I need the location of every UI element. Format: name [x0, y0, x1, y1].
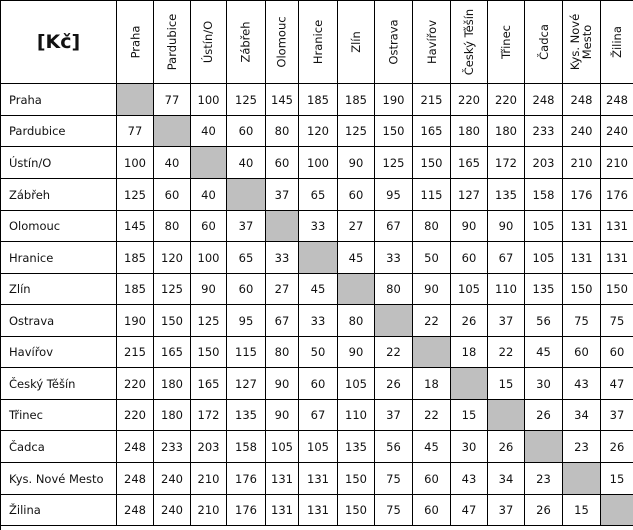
column-header [375, 1, 413, 84]
table-cell: 75 [375, 495, 413, 526]
table-cell: 120 [299, 116, 338, 147]
table-cell: 220 [117, 400, 154, 431]
row-header: Pardubice [1, 116, 117, 147]
table-cell: 95 [227, 305, 266, 337]
table-cell: 40 [227, 147, 266, 179]
table-cell: 135 [227, 400, 266, 431]
table-cell: 40 [191, 179, 227, 211]
table-cell: 135 [338, 431, 375, 463]
table-cell: 180 [154, 368, 191, 400]
diagonal-cell [601, 495, 633, 526]
table-cell: 105 [525, 242, 563, 274]
table-cell: 60 [191, 211, 227, 242]
table-cell: 67 [375, 211, 413, 242]
table-cell: 90 [451, 211, 488, 242]
table-cell: 40 [191, 116, 227, 147]
table-cell: 37 [266, 179, 299, 211]
table-cell: 67 [266, 305, 299, 337]
column-header-label: Olomouc [275, 16, 290, 68]
column-header [117, 1, 154, 84]
table-cell: 180 [451, 116, 488, 147]
table-cell: 240 [601, 116, 633, 147]
table-cell: 90 [266, 400, 299, 431]
table-cell: 37 [227, 211, 266, 242]
table-cell: 150 [154, 305, 191, 337]
table-cell: 248 [601, 84, 633, 116]
table-cell: 37 [488, 495, 525, 526]
table-cell: 45 [338, 242, 375, 274]
table-cell: 33 [375, 242, 413, 274]
table-cell: 131 [563, 211, 601, 242]
table-cell: 176 [601, 179, 633, 211]
row-header: Kys. Nové Mesto [1, 463, 117, 495]
row-header: Zlín [1, 274, 117, 305]
table-cell: 105 [338, 368, 375, 400]
table-cell: 210 [563, 147, 601, 179]
table-cell: 248 [525, 84, 563, 116]
column-header-label: Havířov [424, 19, 439, 65]
row-header: Zábřeh [1, 179, 117, 211]
table-cell: 15 [563, 495, 601, 526]
table-cell: 67 [488, 242, 525, 274]
table-cell: 248 [563, 84, 601, 116]
table-cell: 60 [413, 463, 451, 495]
table-cell: 158 [525, 179, 563, 211]
column-header-label: Žilina [610, 26, 624, 58]
table-cell: 60 [227, 116, 266, 147]
table-cell: 220 [451, 84, 488, 116]
diagonal-cell [154, 116, 191, 147]
table-cell: 165 [413, 116, 451, 147]
table-cell: 60 [601, 337, 633, 368]
table-cell: 18 [451, 337, 488, 368]
column-header [338, 1, 375, 84]
table-cell: 65 [227, 242, 266, 274]
column-header [451, 1, 488, 84]
diagonal-cell [227, 179, 266, 211]
table-cell: 120 [154, 242, 191, 274]
table-cell: 145 [117, 211, 154, 242]
table-cell: 248 [117, 495, 154, 526]
table-cell: 30 [525, 368, 563, 400]
table-cell: 22 [413, 305, 451, 337]
table-cell: 233 [154, 431, 191, 463]
column-header [154, 1, 191, 84]
table-cell: 172 [191, 400, 227, 431]
table-cell: 60 [563, 337, 601, 368]
table-cell: 105 [525, 211, 563, 242]
table-cell: 131 [266, 495, 299, 526]
table-cell: 176 [227, 495, 266, 526]
table-cell: 145 [266, 84, 299, 116]
table-cell: 185 [117, 242, 154, 274]
table-cell: 50 [299, 337, 338, 368]
table-cell: 37 [488, 305, 525, 337]
table-cell: 135 [488, 179, 525, 211]
table-cell: 56 [525, 305, 563, 337]
table-cell: 37 [601, 400, 633, 431]
column-header [191, 1, 227, 84]
column-header-label: Ostrava [386, 19, 401, 65]
table-cell: 176 [563, 179, 601, 211]
table-cell: 240 [154, 463, 191, 495]
table-cell: 60 [451, 242, 488, 274]
table-cell: 60 [154, 179, 191, 211]
table-cell: 75 [375, 463, 413, 495]
table-cell: 210 [191, 495, 227, 526]
table-cell: 90 [338, 147, 375, 179]
diagonal-cell [451, 368, 488, 400]
table-cell: 15 [451, 400, 488, 431]
table-cell: 180 [154, 400, 191, 431]
table-cell: 215 [413, 84, 451, 116]
table-cell: 131 [563, 242, 601, 274]
table-cell: 45 [413, 431, 451, 463]
table-cell: 47 [601, 368, 633, 400]
table-cell: 26 [375, 368, 413, 400]
table-cell: 90 [413, 274, 451, 305]
table-cell: 110 [338, 400, 375, 431]
column-header-label: Praha [128, 25, 142, 59]
table-cell: 60 [338, 179, 375, 211]
table-cell: 90 [266, 368, 299, 400]
table-cell: 26 [451, 305, 488, 337]
diagonal-cell [525, 431, 563, 463]
table-cell: 67 [299, 400, 338, 431]
row-header: Ostrava [1, 305, 117, 337]
diagonal-cell [488, 400, 525, 431]
diagonal-cell [338, 274, 375, 305]
table-cell: 56 [375, 431, 413, 463]
table-cell: 248 [117, 431, 154, 463]
column-header [488, 1, 525, 84]
table-cell: 22 [375, 337, 413, 368]
table-cell: 210 [601, 147, 633, 179]
table-cell: 23 [563, 431, 601, 463]
table-cell: 75 [563, 305, 601, 337]
row-header: Olomouc [1, 211, 117, 242]
column-header-label: Zábřeh [239, 21, 254, 63]
table-cell: 125 [191, 305, 227, 337]
table-cell: 131 [266, 463, 299, 495]
row-header: Praha [1, 84, 117, 116]
table-cell: 33 [266, 242, 299, 274]
table-cell: 90 [338, 337, 375, 368]
table-cell: 135 [525, 274, 563, 305]
table-cell: 240 [154, 495, 191, 526]
table-cell: 100 [191, 84, 227, 116]
table-cell: 90 [191, 274, 227, 305]
table-cell: 150 [563, 274, 601, 305]
row-header: Český Těšín [1, 368, 117, 400]
table-cell: 185 [338, 84, 375, 116]
table-cell: 77 [154, 84, 191, 116]
table-cell: 100 [117, 147, 154, 179]
table-cell: 220 [117, 368, 154, 400]
row-header: Ústín/O [1, 147, 117, 179]
table-cell: 95 [375, 179, 413, 211]
table-cell: 50 [413, 242, 451, 274]
table-cell: 60 [266, 147, 299, 179]
table-cell: 26 [488, 431, 525, 463]
table-cell: 100 [299, 147, 338, 179]
table-cell: 158 [227, 431, 266, 463]
table-cell: 150 [601, 274, 633, 305]
table-cell: 100 [191, 242, 227, 274]
table-cell: 60 [413, 495, 451, 526]
table-cell: 34 [488, 463, 525, 495]
table-cell: 131 [601, 211, 633, 242]
table-cell: 220 [488, 84, 525, 116]
table-cell: 165 [191, 368, 227, 400]
table-cell: 26 [525, 400, 563, 431]
table-cell: 22 [488, 337, 525, 368]
table-cell: 131 [601, 242, 633, 274]
table-cell: 150 [191, 337, 227, 368]
table-cell: 65 [299, 179, 338, 211]
table-cell: 240 [563, 116, 601, 147]
column-header-label: Ústín/O [201, 20, 216, 64]
column-header-label: Hranice [311, 19, 325, 65]
table-cell: 22 [413, 400, 451, 431]
table-cell: 15 [488, 368, 525, 400]
table-cell: 80 [266, 337, 299, 368]
table-cell: 60 [299, 368, 338, 400]
table-cell: 18 [413, 368, 451, 400]
row-header: Čadca [1, 431, 117, 463]
column-header [563, 1, 601, 84]
table-cell: 190 [117, 305, 154, 337]
diagonal-cell [191, 147, 227, 179]
diagonal-cell [375, 305, 413, 337]
table-cell: 115 [413, 179, 451, 211]
table-cell: 33 [299, 305, 338, 337]
table-cell: 15 [601, 463, 633, 495]
column-header-label: Třinec [498, 25, 513, 59]
table-cell: 248 [117, 463, 154, 495]
table-cell: 23 [525, 463, 563, 495]
table-cell: 80 [375, 274, 413, 305]
column-header-label: Kys. Nové Mesto [568, 13, 595, 71]
table-cell: 60 [227, 274, 266, 305]
table-cell: 77 [117, 116, 154, 147]
table-cell: 43 [563, 368, 601, 400]
table-cell: 115 [227, 337, 266, 368]
table-cell: 110 [488, 274, 525, 305]
table-cell: 165 [154, 337, 191, 368]
table-cell: 150 [338, 495, 375, 526]
column-header [413, 1, 451, 84]
table-cell: 185 [299, 84, 338, 116]
diagonal-cell [299, 242, 338, 274]
table-cell: 80 [266, 116, 299, 147]
diagonal-cell [413, 337, 451, 368]
column-header-label: Pardubice [165, 13, 180, 71]
table-cell: 125 [227, 84, 266, 116]
diagonal-cell [266, 211, 299, 242]
table-cell: 125 [375, 147, 413, 179]
column-header-label: Čadca [536, 24, 551, 60]
table-cell: 125 [338, 116, 375, 147]
row-header: Havířov [1, 337, 117, 368]
table-cell: 27 [338, 211, 375, 242]
table-cell: 233 [525, 116, 563, 147]
table-cell: 150 [338, 463, 375, 495]
table-cell: 131 [299, 463, 338, 495]
table-cell: 105 [266, 431, 299, 463]
table-cell: 90 [488, 211, 525, 242]
table-cell: 47 [451, 495, 488, 526]
table-cell: 150 [375, 116, 413, 147]
row-header: Třinec [1, 400, 117, 431]
table-cell: 34 [563, 400, 601, 431]
diagonal-cell [563, 463, 601, 495]
table-cell: 180 [488, 116, 525, 147]
table-cell: 215 [117, 337, 154, 368]
table-cell: 165 [451, 147, 488, 179]
column-header [266, 1, 299, 84]
table-cell: 37 [375, 400, 413, 431]
table-cell: 125 [154, 274, 191, 305]
table-cell: 131 [299, 495, 338, 526]
table-cell: 127 [227, 368, 266, 400]
table-cell: 80 [413, 211, 451, 242]
table-cell: 26 [601, 431, 633, 463]
table-cell: 45 [299, 274, 338, 305]
table-cell: 185 [117, 274, 154, 305]
table-cell: 150 [413, 147, 451, 179]
table-cell: 172 [488, 147, 525, 179]
table-cell: 125 [117, 179, 154, 211]
row-header: Hranice [1, 242, 117, 274]
table-cell: 80 [338, 305, 375, 337]
table-cell: 75 [601, 305, 633, 337]
table-cell: 190 [375, 84, 413, 116]
table-cell: 45 [525, 337, 563, 368]
table-cell: 210 [191, 463, 227, 495]
table-cell: 30 [451, 431, 488, 463]
table-cell: 40 [154, 147, 191, 179]
table-cell: 105 [451, 274, 488, 305]
diagonal-cell [117, 84, 154, 116]
table-cell: 203 [525, 147, 563, 179]
column-header [525, 1, 563, 84]
table-cell: 33 [299, 211, 338, 242]
row-header: Žilina [1, 495, 117, 526]
column-header [601, 1, 633, 84]
column-header [227, 1, 266, 84]
column-header-label: Zlín [349, 31, 363, 53]
table-cell: 127 [451, 179, 488, 211]
table-cell: 176 [227, 463, 266, 495]
table-cell: 105 [299, 431, 338, 463]
table-cell: 203 [191, 431, 227, 463]
table-cell: 26 [525, 495, 563, 526]
table-cell: 27 [266, 274, 299, 305]
column-header-label: Český Těšín [462, 8, 476, 76]
corner-label: [Kč] [1, 1, 117, 84]
table-cell: 80 [154, 211, 191, 242]
column-header [299, 1, 338, 84]
table-cell: 43 [451, 463, 488, 495]
